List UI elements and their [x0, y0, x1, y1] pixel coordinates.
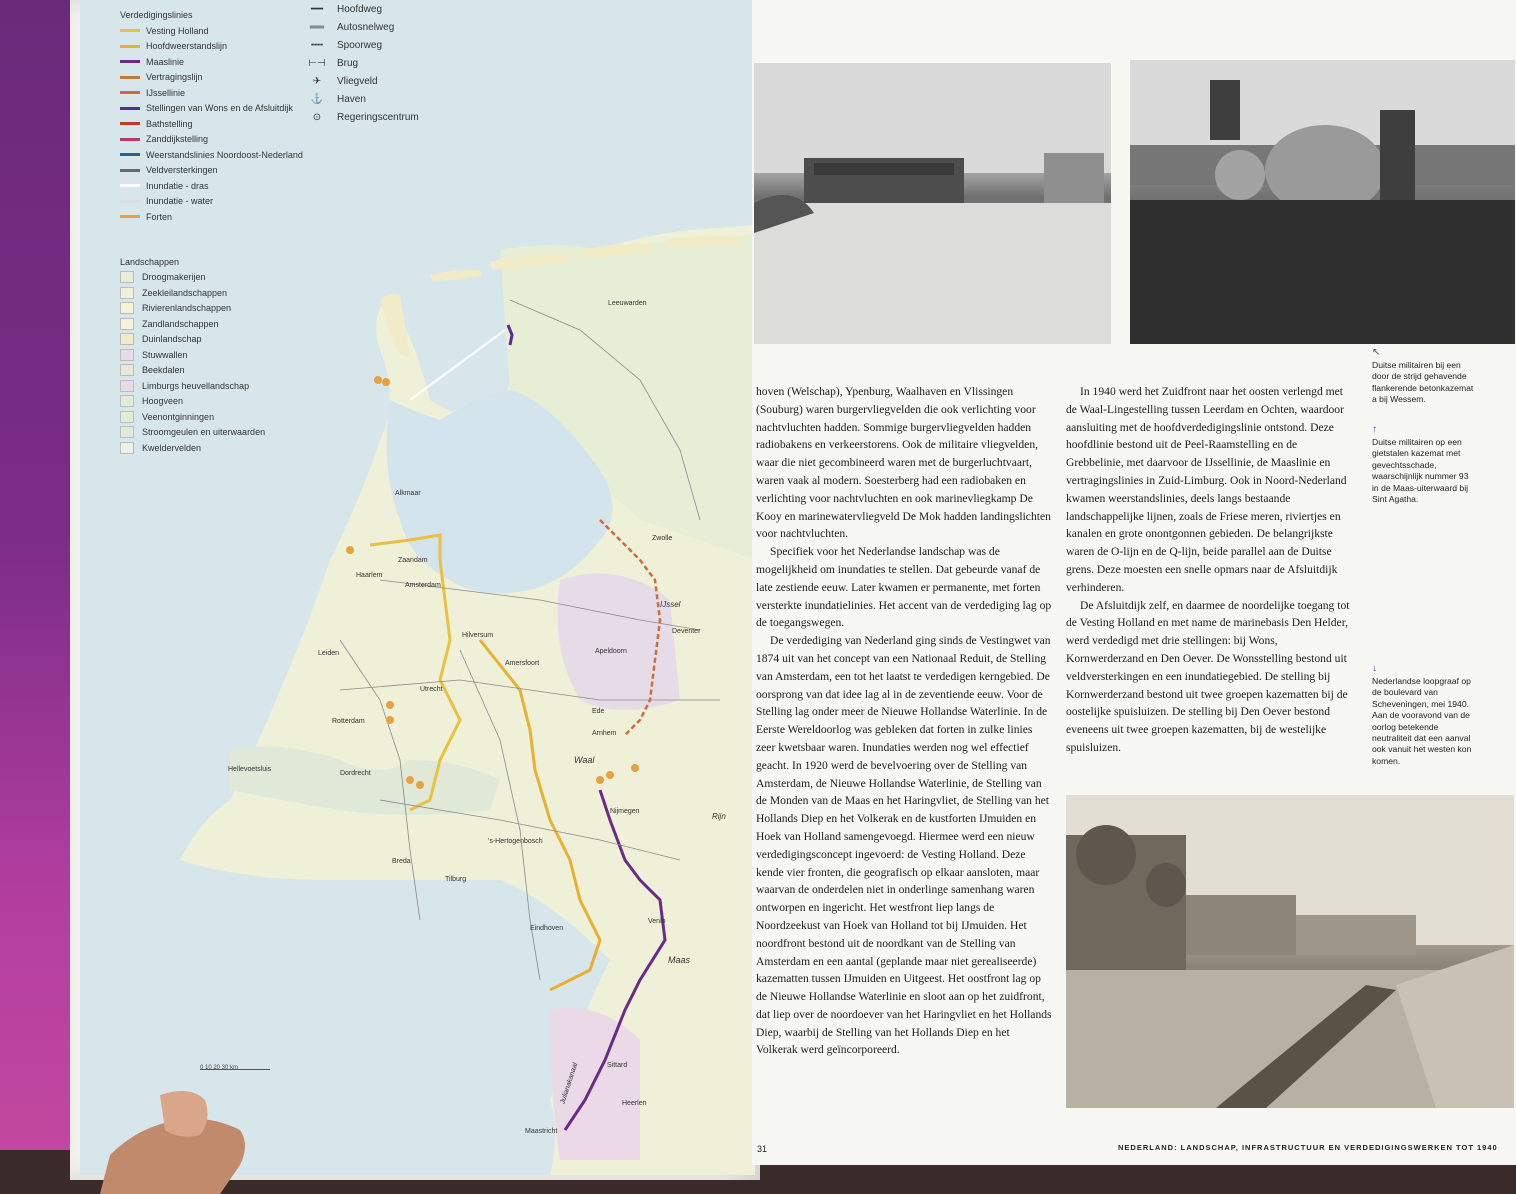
legend-area-swatch	[120, 426, 134, 438]
caption-scheveningen	[1372, 664, 1476, 767]
legend-line-swatch	[120, 76, 140, 79]
legend-label: Zeekleilandschappen	[142, 287, 228, 298]
map-scale: 0 10 20 30 km	[200, 1065, 270, 1070]
legend-item	[120, 409, 460, 425]
place-hellevoetsluis: Hellevoetsluis	[228, 766, 272, 773]
legend-label: Duinlandschap	[142, 334, 202, 345]
place-ede: Ede	[592, 708, 605, 715]
col2-paragraph-2: De Afsluitdijk zelf, en daarmee de noordelijke toegang tot de Vesting Holland en met name de marinebasis Den Helder, werd verdedigd met drie stellingen: bij Wons, Kornwerderzand en Den Oever. De Wonsstelling bestond uit veldversterkingen en een inundatiegebied. De stelling bij Kornwerderzand bestond uit twee groepen kazematten bij de oostelijke spuisluizen. De stelling bij Den Oever bestond eveneens uit twee groepen kazematten, bij de westelijke spuisluizen.	[1066, 598, 1350, 754]
legend-item	[120, 347, 460, 363]
legend-label: Vesting Holland	[146, 25, 209, 36]
legend-area-swatch	[120, 302, 134, 314]
legend-item	[120, 178, 460, 194]
col2-paragraph-1: In 1940 werd het Zuidfront naar het oosten verlengd met de Waal-Lingestelling tussen Leerdam en Ochten, waardoor aansluiting met de hoofdverdedigingslinie ontstond. Deze hoofdlinie bestond uit de Peel-Raamstelling en de Grebbelinie, met daarvoor de IJssellinie, de Maaslinie en vertragingslinies in Zuid-Limburg. Ook in Noord-Nederland kwamen weerstandslinies, deels langs bestaande landschappelijke lijnen, zoals de Friese meren, riviertjes en kanalen en grote onontgonnen gebieden. De belangrijkste waren de O-lijn en de Q-lijn, beide parallel aan de Duitse grens. Deze moesten een snelle opmars naar de Afsluitdijk verhinderen.	[1066, 385, 1347, 594]
caption-arrow-up-left-icon: ↖	[1372, 347, 1381, 358]
legend-item	[305, 0, 485, 18]
stuwwal-veluwe	[558, 573, 681, 710]
legend-item	[120, 270, 460, 286]
legend-label: Rivierenlandschappen	[142, 303, 232, 314]
running-head: NEDERLAND: LANDSCHAP, INFRASTRUCTUUR EN VERDEDIGINGSWERKEN TOT 1940	[1118, 1143, 1498, 1152]
legend-label: Hoogveen	[142, 396, 184, 407]
legend-label: Veldversterkingen	[146, 165, 218, 176]
legend-line-swatch	[120, 169, 140, 172]
place-haarlem: Haarlem	[356, 572, 383, 579]
legend-item	[305, 36, 485, 54]
caption-arrow-up-icon: ↑	[1372, 424, 1377, 435]
legend-item	[305, 108, 485, 126]
place-nijmegen: Nijmegen	[610, 808, 640, 815]
legend-area-swatch	[120, 411, 134, 423]
legend-label: Beekdalen	[142, 365, 185, 376]
limburg-hills	[550, 1008, 640, 1160]
legend-item	[305, 18, 485, 36]
legend-defense-title: Verdedigingslinies	[120, 10, 193, 20]
photo-kazemat-sint-agatha	[1130, 60, 1515, 344]
place-deventer: Deventer	[672, 628, 701, 635]
place-utrecht: Utrecht	[420, 686, 443, 693]
place-zwolle: Zwolle	[652, 535, 673, 542]
place-heerlen: Heerlen	[622, 1100, 647, 1107]
text-column-1	[756, 383, 1052, 1059]
legend-symbol-icon: ⊙	[312, 111, 322, 123]
legend-line-swatch	[120, 107, 140, 110]
legend-item	[120, 194, 460, 210]
legend-label: Hoofdweg	[337, 3, 383, 15]
legend-label: IJssellinie	[146, 87, 186, 98]
legend-line-swatch	[120, 122, 140, 125]
place-leiden: Leiden	[318, 650, 340, 657]
photo-bunker-wessem	[754, 63, 1111, 344]
legend-item	[120, 147, 460, 163]
legend-label: Bathstelling	[146, 118, 193, 129]
hand-thumb	[100, 1085, 250, 1194]
legend-symbol-icon: ⊢⊣	[308, 57, 326, 69]
legend-item	[305, 72, 485, 90]
legend-item	[120, 301, 460, 317]
legend-item	[120, 394, 460, 410]
river-waal: Waal	[574, 755, 595, 765]
legend-label: Droogmakerijen	[142, 272, 206, 283]
legend-line-swatch	[120, 153, 140, 156]
legend-label: Inundatie - water	[146, 196, 214, 207]
legend-symbol-icon: ╍╍	[310, 39, 324, 51]
legend-line-swatch	[120, 45, 140, 48]
caption-sint-agatha	[1372, 425, 1476, 505]
legend-label: Zanddijkstelling	[146, 134, 209, 145]
legend-label: Brug	[337, 57, 359, 69]
legend-area-swatch	[120, 318, 134, 330]
legend-line-swatch	[120, 138, 140, 141]
legend-label: Maaslinie	[146, 56, 185, 67]
legend-area-swatch	[120, 271, 134, 283]
place-amsterdam: Amsterdam	[405, 582, 441, 589]
place-maastricht: Maastricht	[525, 1128, 558, 1135]
legend-label: Stellingen van Wons en de Afsluitdijk	[146, 103, 293, 114]
place-den-bosch: 's-Hertogenbosch	[488, 838, 543, 845]
legend-infrastructure	[305, 0, 485, 126]
legend-label: Weerstandslinies Noordoost-Nederland	[146, 149, 303, 160]
legend-item	[120, 132, 460, 148]
legend-item	[120, 163, 460, 179]
col1-paragraph-1: hoven (Welschap), Ypenburg, Waalhaven en Vlissingen (Souburg) waren burgervliegvelden die ook verlichting voor nachtvluchten hadden. Sommige burgervliegvelden hadden radiobakens en verkeerstorens. Ook de militaire vliegvelden, waar die niet gecombineerd waren met de burgerluchtvaart, waren vaak al modern. Soesterberg had een radiobaken en verlichting voor nachtvluchten en ook marinevliegkamp De Kooy en marinewatervliegveld De Mok hadden landingslichten voor nachtvluchten.	[756, 385, 1051, 541]
legend-line-swatch	[120, 60, 140, 63]
legend-area-swatch	[120, 287, 134, 299]
legend-landscape-title: Landschappen	[120, 256, 180, 267]
legend-label: Stuwwallen	[142, 349, 188, 360]
caption-arrow-down-icon: ↓	[1372, 663, 1377, 674]
legend-label: Regeringscentrum	[337, 111, 419, 123]
caption-sint-agatha-text: Duitse militairen op een gietstalen kazemat met gevechtsschade, waarschijnlijk nummer 93 in de Maas-uiterwaard bij Sint Agatha.	[1372, 437, 1469, 505]
legend-symbol-icon: ══	[309, 21, 325, 33]
page-number: 31	[757, 1144, 768, 1154]
legend-label: Spoorweg	[337, 39, 383, 51]
legend-item	[120, 285, 460, 301]
place-leeuwarden: Leeuwarden	[608, 300, 647, 307]
legend-label: Limburgs heuvellandschap	[142, 380, 250, 391]
legend-label: Forten	[146, 211, 173, 222]
legend-line-swatch	[120, 91, 140, 94]
place-zaandam: Zaandam	[398, 557, 428, 564]
legend-item	[120, 425, 460, 441]
place-dordrecht: Dordrecht	[340, 770, 371, 777]
legend-landscape-list	[120, 270, 460, 456]
legend-area-swatch	[120, 333, 134, 345]
julianakanaal-label: Julianakanaal	[559, 1062, 580, 1105]
legend-label: Stroomgeulen en uiterwaarden	[142, 427, 266, 438]
photo-scheveningen-trench	[1066, 795, 1514, 1108]
legend-item	[120, 316, 460, 332]
legend-area-swatch	[120, 349, 134, 361]
col1-paragraph-2: Specifiek voor het Nederlandse landschap was de mogelijkheid om inundaties te stellen. Dat gebeurde vanaf de late zestiende eeuw. Later kwamen er permanente, met forten versterkte inundatielinies. Het accent van de verdediging lag op de toegangswegen.	[756, 545, 1052, 630]
legend-item	[120, 209, 460, 225]
legend-label: Vliegveld	[337, 75, 378, 87]
legend-area-swatch	[120, 364, 134, 376]
legend-area-swatch	[120, 442, 134, 454]
legend-item	[305, 90, 485, 108]
col1-paragraph-3: De verdediging van Nederland ging sinds de Vestingwet van 1874 uit van het concept van een Nationaal Reduit, de Stelling van Amsterdam, een tot het laatst te verdedigen kerngebied. De oorsprong van dat idee lag al in de zeventiende eeuw. Voor de Stelling lag onder meer de Nieuwe Hollandse Waterlinie. In de Eerste Wereldoorlog was gebleken dat forten in zulke linies zeer kwetsbaar waren. Inundaties werden nog wel effectief geacht. In 1920 werd de bevelvoering over de Stelling van Amsterdam, de Nieuwe Hollandse Waterlinie, de Stelling van de Monden van de Maas en het Haringvliet, de Stelling van het Hollands Diep en het Volkerak en de kustforten IJmuiden en Hoek van Holland samengevoegd. Hiermee werd een nieuw verdedigingsconcept ingevoerd: de Vesting Holland. Deze kende vier fronten, die geografisch op elkaar aansloten, maar waarvan de onderdelen niet in onderlinge samenhang waren ontworpen en ingericht. Het westfront liep langs de Noordzeekust van Hoek van Holland tot bij IJmuiden. Het noordfront bestond uit de noordkant van de Stelling van Amsterdam en een aantal (geplande maar niet gerealiseerde) kazematten tussen IJmuiden en Uitgeest. Het oostfront lag op de Nieuwe Hollandse Waterlinie en sloot aan op het zuidfront, dat liep over de noordoever van het Haringvliet en het Hollands Diep, waarbij de Stelling van het Hollands Diep en het Volkerak werd geïncorporeerd.	[756, 634, 1052, 1057]
legend-item	[120, 332, 460, 348]
legend-label: Zandlandschappen	[142, 318, 219, 329]
legend-label: Veenontginningen	[142, 411, 215, 422]
place-alkmaar: Alkmaar	[395, 490, 421, 497]
caption-wessem	[1372, 348, 1476, 406]
legend-label: Kweldervelden	[142, 442, 202, 453]
legend-line-swatch	[120, 200, 140, 203]
place-sittard: Sittard	[607, 1062, 628, 1069]
place-rotterdam: Rotterdam	[332, 718, 365, 725]
place-venlo: Venlo	[648, 918, 666, 925]
place-tilburg: Tilburg	[445, 876, 467, 883]
legend-label: Vertragingslijn	[146, 72, 203, 83]
place-hilversum: Hilversum	[462, 632, 494, 639]
place-amersfoort: Amersfoort	[505, 660, 540, 667]
legend-line-swatch	[120, 215, 140, 218]
legend-item	[120, 378, 460, 394]
legend-item	[305, 54, 485, 72]
legend-symbol-icon: ━━	[310, 3, 324, 15]
legend-line-swatch	[120, 184, 140, 187]
legend-area-swatch	[120, 380, 134, 392]
legend-label: Haven	[337, 93, 366, 105]
river-maas: Maas	[668, 955, 691, 965]
place-apeldoorn: Apeldoorn	[595, 648, 627, 655]
text-column-2	[1066, 383, 1354, 757]
place-arnhem: Arnhem	[592, 730, 617, 737]
legend-line-swatch	[120, 29, 140, 32]
legend-area-swatch	[120, 395, 134, 407]
river-ijssel: IJssel	[660, 600, 681, 609]
legend-label: Autosnelweg	[337, 21, 395, 33]
legend-item	[120, 440, 460, 456]
river-rijn: Rijn	[712, 812, 726, 821]
legend-label: Hoofdweerstandslijn	[146, 41, 228, 52]
legend-symbol-icon: ⚓	[310, 93, 324, 105]
place-breda: Breda	[392, 858, 411, 865]
legend-infra-list	[305, 0, 485, 126]
legend-item	[120, 363, 460, 379]
caption-wessem-text: Duitse militairen bij een door de strijd gehavende flankerende betonkazemat a bij Wessem.	[1372, 360, 1474, 405]
legend-symbol-icon: ✈	[312, 75, 322, 87]
caption-scheveningen-text: Nederlandse loopgraaf op de boulevard van Scheveningen, mei 1940. Aan de vooravond van de oorlog betekende neutraliteit dat een aanval ook vanuit het westen kon komen.	[1372, 676, 1472, 766]
legend-label: Inundatie - dras	[146, 180, 209, 191]
place-eindhoven: Eindhoven	[530, 925, 564, 932]
